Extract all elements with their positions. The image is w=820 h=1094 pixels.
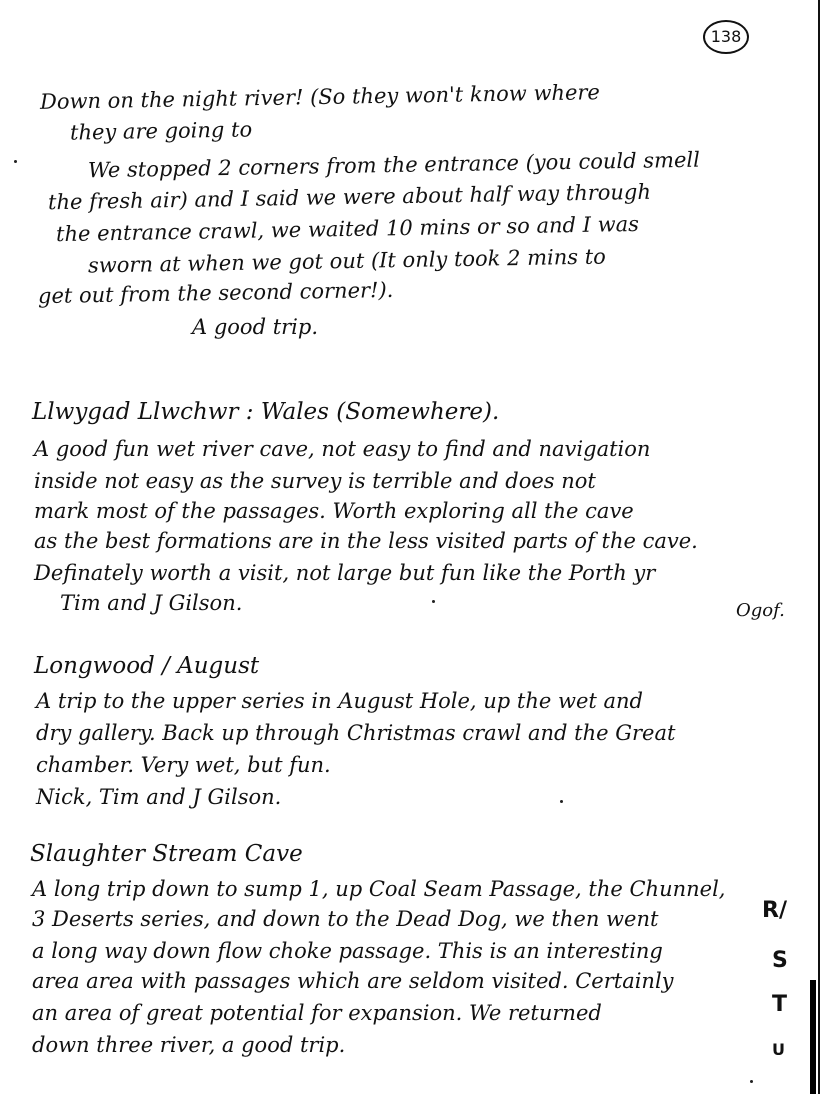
scan-speck: [750, 1080, 753, 1083]
text-line: Definately worth a visit, not large but fun like the Porth yr: [34, 561, 656, 585]
text-line: as the best formations are in the less visited parts of the cave.: [34, 529, 698, 553]
text-line: A trip to the upper series in August Hole, up the wet and: [36, 689, 644, 713]
text-line: dry gallery. Back up through Christmas crawl and the Great: [36, 721, 676, 745]
trip-heading: Llwygad Llwchwr : Wales (Somewhere).: [32, 399, 500, 425]
scan-speck: [432, 600, 435, 603]
text-line: get out from the second corner!).: [37, 277, 394, 309]
edge-letter: R/: [762, 898, 787, 923]
text-line: A long trip down to sump 1, up Coal Seam Passage, the Chunnel,: [32, 877, 726, 901]
text-line: an area of great potential for expansion. We returned: [32, 1001, 602, 1025]
trip-closing: A good trip.: [192, 315, 318, 339]
text-line: the fresh air) and I said we were about half way through: [47, 179, 652, 215]
text-line: the entrance crawl, we waited 10 mins or so and I was: [55, 211, 640, 247]
text-line: down three river, a good trip.: [32, 1033, 346, 1057]
text-line: Nick, Tim and J Gilson.: [36, 785, 282, 809]
text-line: inside not easy as the survey is terrible and does not: [34, 469, 596, 493]
text-line: We stopped 2 corners from the entrance (you could smell: [87, 147, 701, 183]
text-line: A good fun wet river cave, not easy to find and navigation: [34, 437, 651, 461]
text-line: sworn at when we got out (It only took 2 mins to: [87, 244, 607, 278]
text-line: Down on the night river! (So they won't know where: [39, 80, 601, 114]
text-line: area area with passages which are seldom visited. Certainly: [32, 969, 674, 993]
scan-speck: [14, 160, 17, 163]
text-line: they are going to: [69, 117, 253, 145]
text-line: Tim and J Gilson.: [60, 591, 243, 615]
trip-heading: Longwood / August: [34, 653, 260, 679]
text-line: chamber. Very wet, but fun.: [36, 753, 331, 777]
margin-note: Ogof.: [736, 600, 785, 621]
edge-letter: U: [772, 1040, 785, 1059]
page-number: 138: [703, 20, 749, 54]
text-line: a long way down flow choke passage. This is an interesting: [32, 939, 663, 963]
edge-letter: S: [772, 948, 788, 973]
text-line: 3 Deserts series, and down to the Dead Dog, we then went: [32, 907, 659, 931]
trip-heading: Slaughter Stream Cave: [30, 841, 303, 867]
scan-speck: [560, 800, 563, 803]
page-edge-shadow: [810, 980, 816, 1094]
edge-letter: T: [772, 992, 788, 1017]
text-line: mark most of the passages. Worth exploring all the cave: [34, 499, 634, 523]
